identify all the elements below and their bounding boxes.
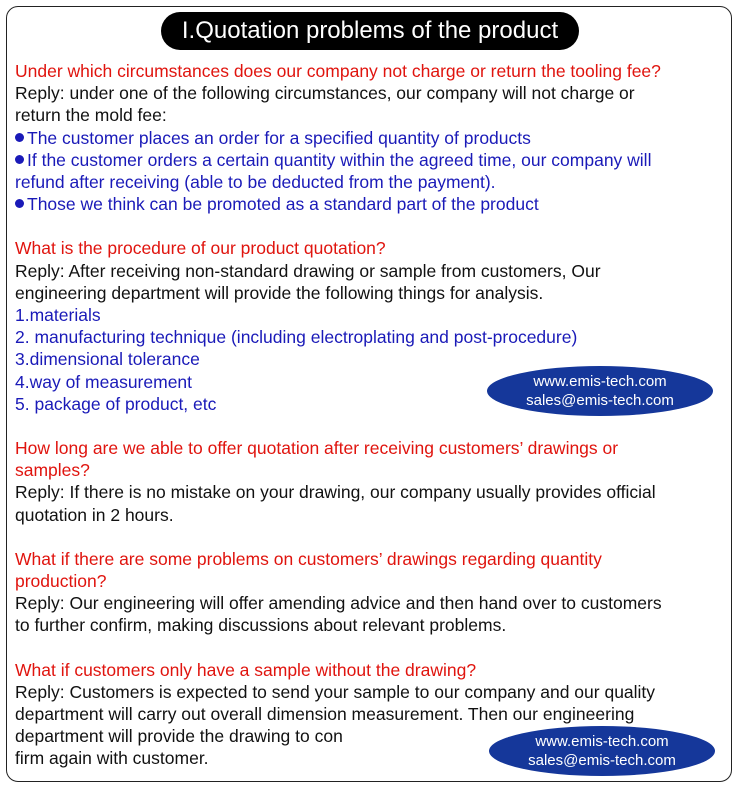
question-2: What is the procedure of our product quotation? — [15, 238, 386, 259]
website-link[interactable]: www.emis-tech.com — [533, 373, 667, 390]
bullet-dot-icon — [15, 199, 24, 208]
page-title: I.Quotation problems of the product — [161, 12, 579, 50]
reply-5-line-2: department will carry out overall dimension measurement. Then our engineering — [15, 704, 635, 725]
list-item-3: 3.dimensional tolerance — [15, 349, 200, 370]
bullet-item-3: Those we think can be promoted as a standard part of the product — [15, 193, 725, 215]
question-1: Under which circumstances does our company not charge or return the tooling fee? — [15, 61, 661, 81]
reply-4-line-2: to further confirm, making discussions about relevant problems. — [15, 615, 507, 636]
question-5: What if customers only have a sample without the drawing? — [15, 659, 477, 680]
bullet-item-2-cont: refund after receiving (able to be deducted from the payment). — [15, 172, 496, 193]
question-3-line-1: How long are we able to offer quotation after receiving customers’ drawings or — [15, 438, 619, 459]
list-item-5: 5. package of product, etc — [15, 393, 217, 414]
contact-badge — [489, 726, 715, 776]
bullet-dot-icon — [15, 155, 24, 164]
list-item-2: 2. manufacturing technique (including electroplating and post-procedure) — [15, 327, 578, 348]
reply-2-line-2: engineering department will provide the following things for analysis. — [15, 282, 544, 303]
reply-3-line-2: quotation in 2 hours. — [15, 504, 174, 525]
question-4-line-1: What if there are some problems on customers’ drawings regarding quantity — [15, 548, 602, 569]
contact-badge — [487, 366, 713, 416]
reply-2-line-1: Reply: After receiving non-standard drawing or sample from customers, Our — [15, 260, 601, 281]
email-link[interactable]: sales@emis-tech.com — [528, 752, 676, 769]
bullet-dot-icon — [15, 133, 24, 142]
reply-1-line-2: return the mold fee: — [15, 105, 167, 126]
bullet-item-1: The customer places an order for a specified quantity of products — [15, 127, 725, 149]
email-link[interactable]: sales@emis-tech.com — [526, 392, 674, 409]
website-link[interactable]: www.emis-tech.com — [535, 733, 669, 750]
list-item-1: 1.materials — [15, 305, 101, 326]
reply-3-line-1: Reply: If there is no mistake on your drawing, our company usually provides official — [15, 482, 656, 503]
reply-5-line-4: firm again with customer. — [15, 748, 209, 769]
list-item-4: 4.way of measurement — [15, 371, 193, 392]
question-3-line-2: samples? — [15, 460, 90, 481]
reply-5-line-3: department will provide the drawing to con — [15, 726, 343, 747]
bullet-item-2: If the customer orders a certain quantity within the agreed time, our company will — [15, 149, 725, 171]
reply-1-line-1: Reply: under one of the following circumstances, our company will not charge or — [15, 83, 635, 104]
question-4-line-2: production? — [15, 571, 107, 592]
reply-5-line-1: Reply: Customers is expected to send your sample to our company and our quality — [15, 681, 656, 702]
reply-4-line-1: Reply: Our engineering will offer amending advice and then hand over to customers — [15, 593, 662, 614]
